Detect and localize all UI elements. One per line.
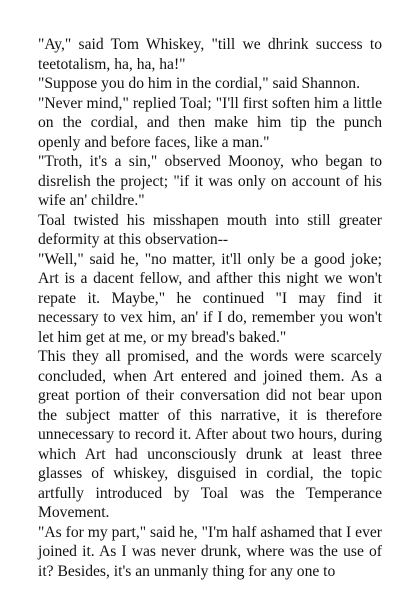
- paragraph: "Ay," said Tom Whiskey, "till we dhrink success to teetotalism, ha, ha, ha!": [38, 36, 382, 73]
- paragraph: "Suppose you do him in the cordial," said Shannon.: [38, 75, 360, 92]
- paragraph: "Troth, it's a sin," observed Moonoy, who began to disrelish the project; "if it was only on account of his wife an' childre.": [38, 153, 382, 209]
- paragraph: Toal twisted his misshapen mouth into still greater deformity at this observation--: [38, 211, 382, 248]
- paragraph: "As for my part," said he, "I'm half ashamed that I ever joined it. As I was never drunk, where was the use of it? Besides, it's an unmanly thing for any one to: [38, 523, 382, 580]
- page-body: [38, 35, 382, 581]
- paragraph: This they all promised, and the words were scarcely concluded, when Art entered and joined them. As a great portion of their conversation did not bear upon the subject matter of this narrative, it is therefore unnecessary to record it. After about two hours, during which Art had unconsciously drunk at least three glasses of whiskey, disguised in cordial, the topic artfully introduced by Toal was the Temperance Movement.: [38, 348, 382, 521]
- paragraph: "Never mind," replied Toal; "I'll first soften him a little on the cordial, and then make him tip the punch openly and before faces, like a man.": [38, 94, 382, 151]
- paragraph: "Well," said he, "no matter, it'll only be a good joke; Art is a dacent fellow, and afther this night we won't repate it. Maybe," he continued "I may find it necessary to vex him, an' if I do, remember you won't let him get at me, or my bread's baked.": [38, 250, 382, 346]
